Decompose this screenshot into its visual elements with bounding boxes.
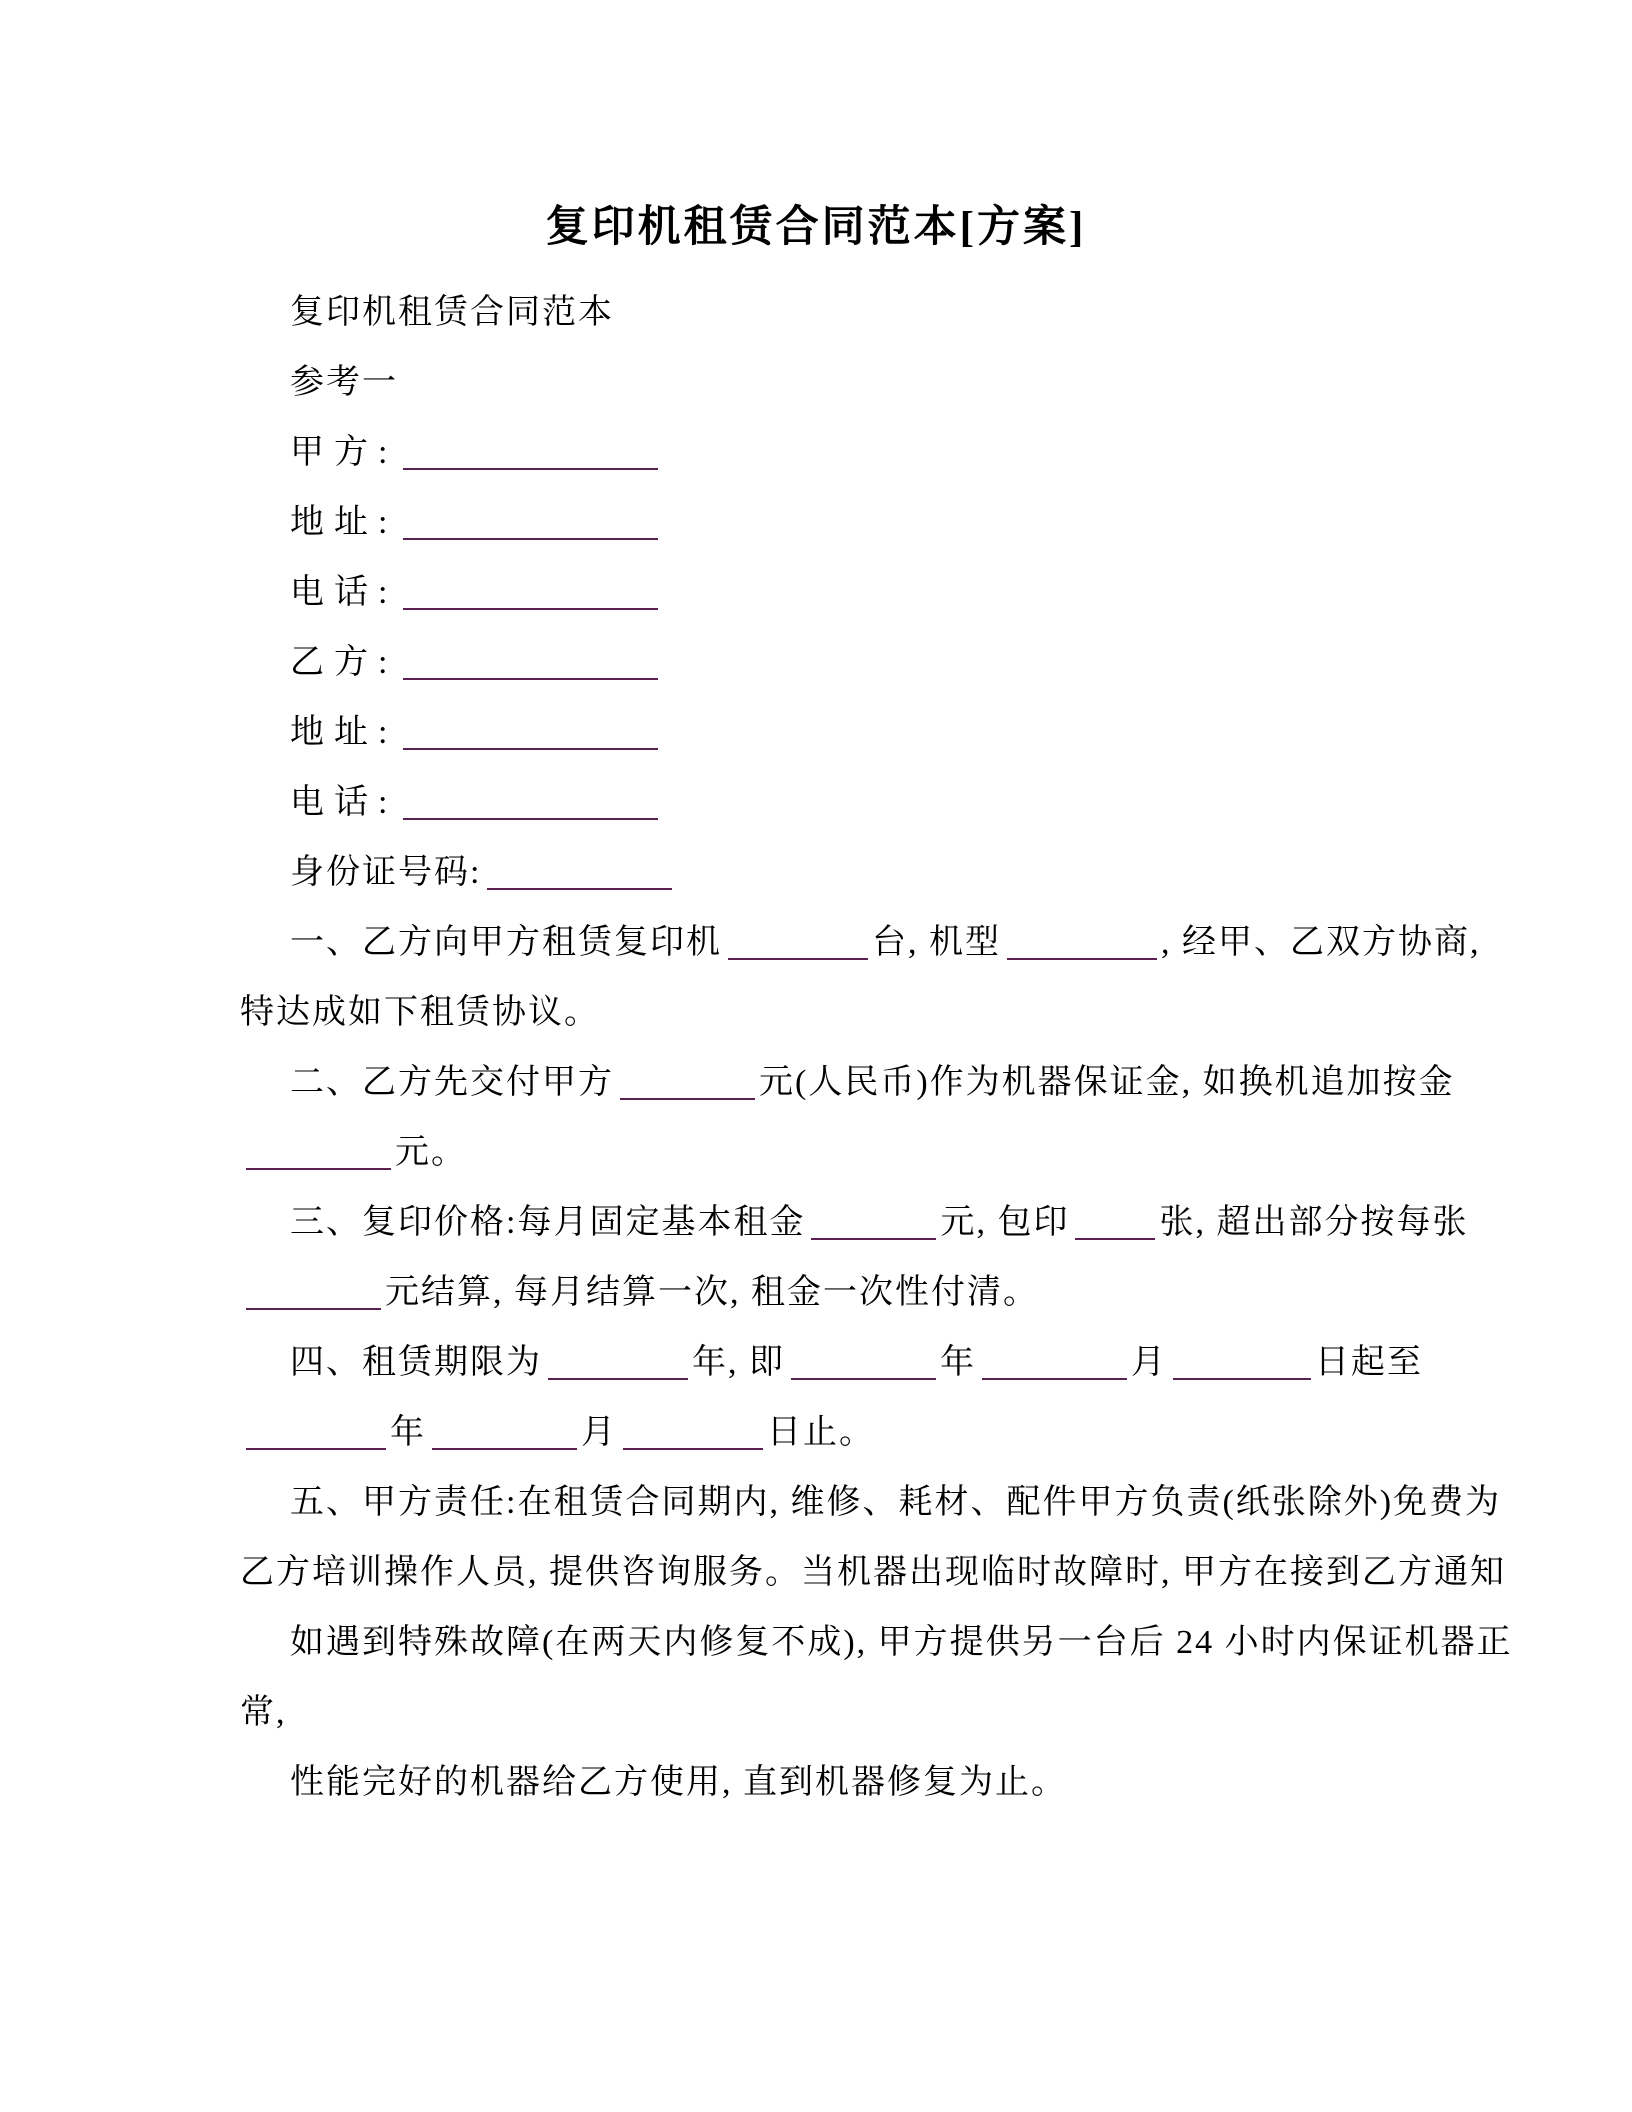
line-text: 地址: [290, 504, 398, 541]
contract-line [240, 1398, 1480, 1468]
line-text: 复印机租赁合同范本 [290, 294, 614, 331]
line-text: 电话: [290, 574, 398, 611]
line-text: 五、甲方责任:在租赁合同期内, 维修、耗材、配件甲方负责(纸张除外)免费为 [290, 1484, 1502, 1521]
contract-line [240, 978, 1480, 1048]
contract-line [240, 768, 1480, 838]
contract-line [240, 1328, 1480, 1398]
line-text: 元(人民币)作为机器保证金, 如换机追加按金 [759, 1064, 1455, 1101]
line-text: 乙方培训操作人员, 提供咨询服务。当机器出现临时故障时, 甲方在接到乙方通知 [240, 1554, 1506, 1591]
line-text: 四、租赁期限为 [290, 1344, 542, 1381]
line-text: 月 [1131, 1344, 1167, 1381]
contract-line [240, 1468, 1502, 1538]
line-text: 年, 即 [692, 1344, 785, 1381]
blank-underline [403, 806, 658, 820]
contract-line [240, 1118, 1480, 1188]
line-text: 地址: [290, 714, 398, 751]
line-text: 元。 [395, 1134, 467, 1171]
blank-underline [548, 1366, 688, 1380]
contract-line [240, 558, 1480, 628]
line-text: 一、乙方向甲方租赁复印机 [290, 924, 722, 961]
line-text: 甲方: [290, 434, 398, 471]
line-text: 二、乙方先交付甲方 [290, 1064, 614, 1101]
contract-line [240, 698, 1480, 768]
contract-line [240, 348, 1480, 418]
blank-underline [403, 736, 658, 750]
blank-underline [403, 596, 658, 610]
line-text: 年 [940, 1344, 976, 1381]
blank-underline [982, 1366, 1127, 1380]
blank-underline [1173, 1366, 1311, 1380]
blank-underline [403, 666, 658, 680]
contract-line [240, 278, 1480, 348]
line-text: 参考一 [290, 364, 398, 401]
line-text: 常, [240, 1694, 287, 1731]
contract-line [240, 628, 1480, 698]
blank-underline [623, 1436, 763, 1450]
blank-underline [487, 876, 672, 890]
blank-underline [1007, 946, 1157, 960]
blank-underline [246, 1156, 391, 1170]
page-title: 复印机租赁合同范本[方案] [545, 204, 1087, 251]
line-text: 年 [390, 1414, 426, 1451]
line-text: 日止。 [767, 1414, 875, 1451]
blank-underline [791, 1366, 936, 1380]
contract-line [240, 838, 1480, 908]
contract-line [240, 1678, 1480, 1748]
line-text: 月 [581, 1414, 617, 1451]
contract-line [240, 1538, 1506, 1608]
blank-underline [1075, 1226, 1155, 1240]
line-text: 电话: [290, 784, 398, 821]
line-text: , 经甲、乙双方协商, [1161, 924, 1481, 961]
line-text: 身份证号码: [290, 854, 482, 891]
line-text: 元, 包印 [940, 1204, 1070, 1241]
blank-underline [728, 946, 868, 960]
line-text: 乙方: [290, 644, 398, 681]
contract-line [240, 1188, 1480, 1258]
blank-underline [620, 1086, 755, 1100]
contract-line [240, 1048, 1480, 1118]
line-text: 张, 超出部分按每张 [1159, 1204, 1469, 1241]
contract-body [240, 278, 1513, 1818]
blank-underline [403, 456, 658, 470]
line-text: 元结算, 每月结算一次, 租金一次性付清。 [385, 1274, 1039, 1311]
contract-line [240, 1608, 1513, 1678]
line-text: 台, 机型 [872, 924, 1001, 961]
contract-line [240, 418, 1480, 488]
line-text: 三、复印价格:每月固定基本租金 [290, 1204, 806, 1241]
line-text: 特达成如下租赁协议。 [240, 994, 600, 1031]
blank-underline [811, 1226, 936, 1240]
contract-line [240, 908, 1480, 978]
line-text: 如遇到特殊故障(在两天内修复不成), 甲方提供另一台后 24 小时内保证机器正 [290, 1624, 1513, 1661]
contract-line [240, 1748, 1480, 1818]
blank-underline [246, 1436, 386, 1450]
line-text: 日起至 [1315, 1344, 1423, 1381]
line-text: 性能完好的机器给乙方使用, 直到机器修复为止。 [290, 1764, 1067, 1801]
blank-underline [246, 1296, 381, 1310]
blank-underline [403, 526, 658, 540]
contract-line [240, 488, 1480, 558]
contract-line [240, 1258, 1480, 1328]
blank-underline [432, 1436, 577, 1450]
